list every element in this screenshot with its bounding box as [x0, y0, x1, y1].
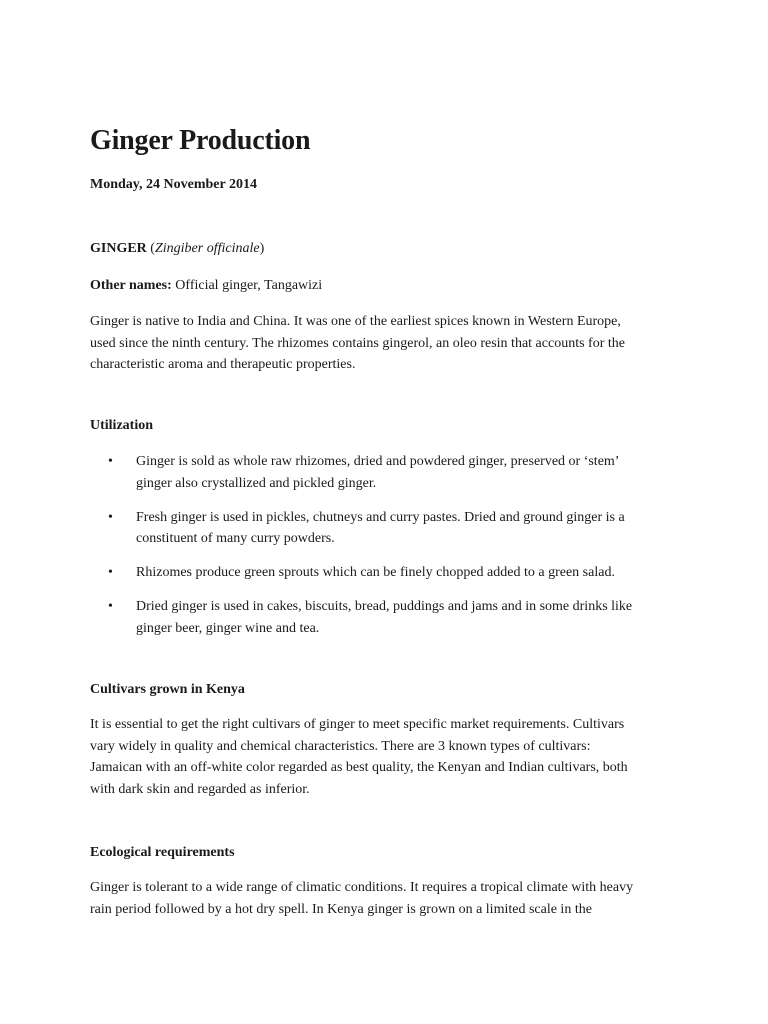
- list-item: [108, 451, 678, 494]
- text-line: ginger also crystallized and pickled ginger.: [136, 475, 377, 491]
- page-title: Ginger Production: [90, 125, 311, 156]
- scientific-name: Zingiber officinale: [154, 241, 260, 256]
- other-names-value: Official ginger, Tangawizi: [171, 278, 323, 293]
- text-line: It is essential to get the right cultivars of ginger to meet specific market requirements. Cultivars: [90, 717, 625, 732]
- utilization-list: [108, 451, 678, 652]
- text-line: ginger beer, ginger wine and tea.: [136, 620, 320, 636]
- paren-close: ): [259, 241, 265, 256]
- text-line: with dark skin and regarded as inferior.: [90, 781, 310, 797]
- text-line: rain period followed by a hot dry spell. In Kenya ginger is grown on a limited scale in the: [90, 901, 592, 917]
- text-line: used since the ninth century. The rhizomes contains gingerol, an oleo resin that accounts for the: [90, 335, 625, 351]
- post-date: Monday, 24 November 2014: [90, 177, 257, 192]
- list-item: [108, 562, 678, 584]
- text-line: vary widely in quality and chemical characteristics. There are 3 known types of cultivars:: [90, 738, 591, 754]
- bullet-icon: •: [108, 509, 113, 525]
- other-names-label: Other names:: [90, 278, 172, 293]
- bullet-icon: •: [108, 454, 113, 469]
- ginger-name-line: [90, 241, 264, 257]
- text-line: constituent of many curry powders.: [136, 531, 335, 546]
- ginger-label: GINGER: [90, 241, 147, 256]
- cultivars-heading: Cultivars grown in Kenya: [90, 682, 245, 697]
- text-line: Jamaican with an off-white color regarded as best quality, the Kenyan and Indian cultivars, both: [90, 760, 628, 775]
- intro-paragraph: [90, 311, 680, 376]
- other-names-line: [90, 278, 322, 294]
- list-item: [108, 507, 678, 550]
- text-line: Ginger is tolerant to a wide range of climatic conditions. It requires a tropical climate with heavy: [90, 880, 634, 895]
- text-line: Dried ginger is used in cakes, biscuits, bread, puddings and jams and in some drinks like: [136, 599, 633, 614]
- ecological-paragraph: [90, 877, 680, 920]
- cultivars-paragraph: [90, 714, 680, 800]
- bullet-icon: •: [108, 599, 113, 614]
- text-line: Rhizomes produce green sprouts which can be finely chopped added to a green salad.: [136, 565, 615, 580]
- bullet-icon: •: [108, 565, 113, 580]
- text-line: Fresh ginger is used in pickles, chutneys and curry pastes. Dried and ground ginger is a: [136, 509, 625, 525]
- text-line: Ginger is sold as whole raw rhizomes, dried and powdered ginger, preserved or ‘stem’: [136, 454, 620, 469]
- text-line: characteristic aroma and therapeutic properties.: [90, 357, 356, 372]
- utilization-heading: Utilization: [90, 418, 153, 433]
- ecological-heading: Ecological requirements: [90, 845, 235, 860]
- text-line: Ginger is native to India and China. It was one of the earliest spices known in Western Europe,: [90, 314, 621, 329]
- paren-open: (: [146, 241, 155, 256]
- list-item: [108, 596, 678, 639]
